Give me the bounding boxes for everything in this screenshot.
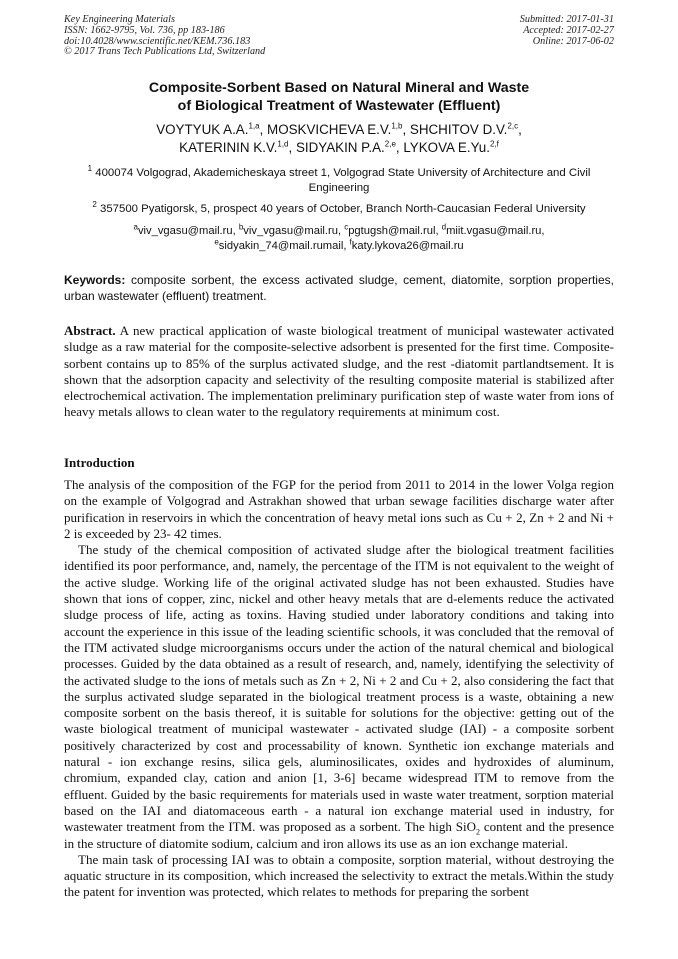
title-line-2: of Biological Treatment of Wastewater (Effluent): [177, 98, 501, 114]
email-sup: e: [214, 236, 219, 246]
email-link[interactable]: viv_vgasu@mail.ru: [243, 225, 338, 237]
email-sup: f: [349, 236, 352, 246]
email-sup: d: [441, 222, 447, 232]
author-sup: 1,d: [277, 139, 289, 149]
author-name: MOSKVICHEVA E.V.: [267, 122, 392, 137]
author-name: LYKOVA E.Yu.: [403, 140, 490, 155]
journal-issn: ISSN: 1662-9795, Vol. 736, pp 183-186: [64, 24, 225, 36]
affiliation-sup: 2: [92, 200, 97, 210]
author-name: VOYTYUK A.A.: [156, 122, 249, 137]
paragraph-text: content and the presence in the structure of diatomite sodium, calcium and iron allows its use as an ion exchange material.: [64, 819, 614, 851]
journal-header-right: [520, 15, 614, 47]
submitted-date: Submitted: 2017-01-31: [519, 14, 614, 25]
journal-doi[interactable]: doi:10.4028/www.scientific.net/KEM.736.183: [64, 35, 251, 47]
email-link[interactable]: pgtugsh@mail.rul: [348, 225, 436, 237]
author-sup: 2,f: [489, 139, 499, 149]
journal-name: Key Engineering Materials: [64, 14, 175, 25]
author-name: SHCHITOV D.V.: [409, 122, 508, 137]
subscript: 2: [475, 827, 480, 837]
keywords-text: composite sorbent, the excess activated sludge, cement, diatomite, sorption properties, urban wastewater (effluent) treatment.: [64, 273, 614, 303]
email-link[interactable]: viv_vgasu@mail.ru: [137, 225, 233, 237]
author-sup: 1,b: [391, 121, 403, 131]
title-line-1: Composite-Sorbent Based on Natural Mineral and Waste: [148, 80, 530, 96]
author-list: VOYTYUK A.A.$^{1,a}$, MOSKVICHEVA E.V.$^{1,b}$, SHCHITOV D.V.$^{2,c}$, KATERININ K.V.$^{1,d}$, SIDYAKIN P.A.$^{2,e}$, LYKOVA E.Yu.$^{2,f}$: [156, 121, 522, 155]
email-link[interactable]: katy.lykova26@mail.ru: [351, 239, 464, 252]
author-name: KATERININ K.V.: [179, 140, 278, 155]
affiliation-sup: 1: [87, 164, 93, 174]
email-link[interactable]: miit.vgasu@mail.ru: [446, 225, 542, 237]
journal-header-left: [64, 15, 265, 58]
introduction-body: [64, 477, 614, 901]
introduction-heading: Introduction: [64, 455, 135, 470]
keywords-label: Keywords:: [64, 273, 126, 287]
email-link[interactable]: sidyakin_74@mail.rumail: [218, 239, 344, 252]
journal-copyright: © 2017 Trans Tech Publications Ltd, Switzerland: [64, 46, 266, 58]
email-sup: c: [344, 222, 349, 232]
affiliation-2: [64, 202, 614, 217]
accepted-date: Accepted: 2017-02-27: [523, 24, 614, 36]
author-name: SIDYAKIN P.A.: [295, 140, 385, 155]
abstract-label: Abstract.: [64, 323, 116, 338]
affiliation-text: 400074 Volgograd, Akademicheskaya street 1, Volgograd State University of Architecture and Civil Engineering: [95, 167, 591, 194]
author-sup: 1,a: [248, 121, 260, 131]
abstract-section: [64, 323, 614, 421]
keywords-section: [64, 273, 614, 304]
intro-paragraph-2: [64, 542, 614, 852]
email-sup: b: [238, 222, 244, 232]
email-list: $^a$viv_vgasu@mail.ru, $^b$viv_vgasu@mail.ru, $^c$pgtugsh@mail.rul, $^d$miit.vgasu@mail.ru, $^e$sidyakin_74@mail.rumail, $^f$katy.lykova26@mail.ru: [133, 222, 545, 252]
affiliation-1: [64, 166, 614, 196]
abstract-text: A new practical application of waste biological treatment of municipal wastewater activated sludge as a raw material for the composite-selective adsorbent is presented for the first time. Composite-sorbent contains up to 85% of the surplus activated sludge, and the rest -diatomit partlandtsement. It is shown that the adsorption capacity and selectivity of the resulting composite material is stabilized after electrochemical activation. The implementation preliminary purification step of waste water from ions of heavy metals allows to clean water to the regulatory requirements at minimum cost.: [64, 323, 614, 420]
online-date: Online: 2017-06-02: [532, 35, 614, 47]
author-sup: 2,e: [384, 139, 396, 149]
paragraph-text: The study of the chemical composition of activated sludge after the biological treatment facilities identified its poor performance, and, namely, the percentage of the ITM is not equivalent to the weight of the active sludge. Working life of the original activated sludge has not been exhausted. Studies have shown that ions of copper, zinc, nickel and other heavy metals that are d-elements reduce the activated sludge process of life, acting as toxins. Having studied under laboratory conditions and taking into account the experience in this issue of the leading scientific schools, it was concluded that the removal of the ITM activated sludge microorganisms occurs under the action of the natural chemical and biological processes. Guided by the data obtained as a result of research, and, namely, identifying the selectivity of the activated sludge to the ions of metals such as Zn + 2, Ni + 2 and Cu + 2, also considering the fact that the surplus activated sludge separated in the biological treatment process is a waste, obtaining a new composite sorbent on the basis thereof, it is suitable for solutions for the objective: getting out of the waste biological treatment of municipal wastewater - activated sludge (IAI) - a composite sorbent positively characterized by cost and processability of known. Synthetic ion exchange materials and natural - ion exchange resins, silica gels, aluminosilicates, oxides and hydroxides of aluminum, chromium, expanded clay, cation and anion [1, 3-6] became widespread ITM to remove from the effluent. Guided by the basic requirements for materials used in waste water treatment, sorption material based on the IAI and diatomaceous earth - a natural ion exchange material used in industry, for wastewater treatment from the ITM. was proposed as a sorbent. The high SiO: [64, 542, 614, 835]
author-sup: 2,c: [507, 121, 519, 131]
intro-paragraph-1: The analysis of the composition of the FGP for the period from 2011 to 2014 in the lower Volga region on the example of Volgograd and Astrakhan showed that urban sewage facilities discharge water after purification in reservoirs in which the concentration of heavy metal ions such as Cu + 2, Zn + 2 and Ni + 2 is exceeded by 23- 42 times.: [64, 477, 614, 541]
paper-title: [64, 79, 614, 115]
email-sup: a: [133, 222, 138, 232]
affiliation-text: 357500 Pyatigorsk, 5, prospect 40 years of October, Branch North-Caucasian Federal University: [100, 203, 586, 215]
intro-paragraph-3: The main task of processing IAI was to obtain a composite, sorption material, without destroying the aquatic structure in its composition, which increased the selectivity to extract the metals.Within the study the patent for invention was protected, which relates to methods for preparing the sorbent: [64, 851, 614, 900]
